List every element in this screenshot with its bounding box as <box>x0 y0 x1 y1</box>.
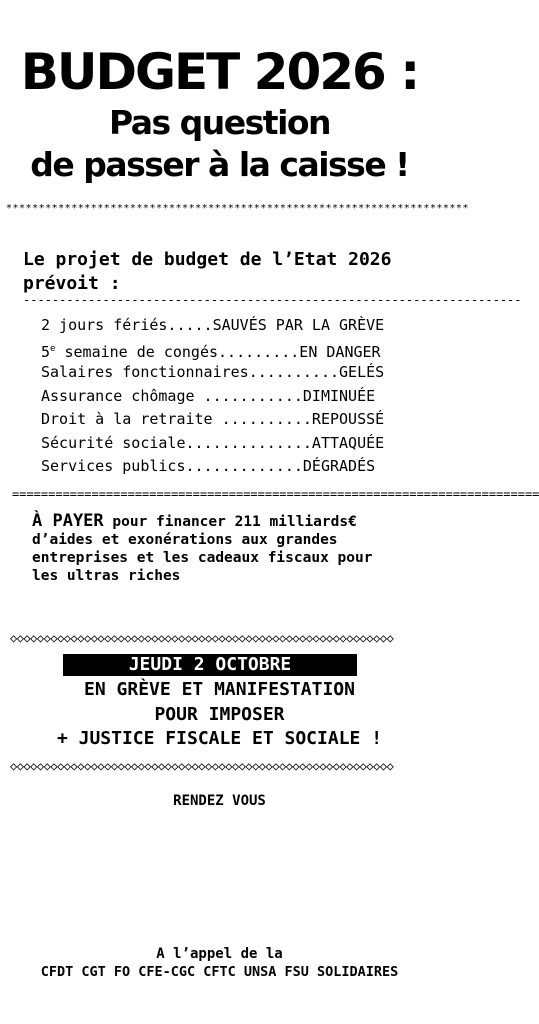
measures-list <box>41 314 384 479</box>
date-banner: JEUDI 2 OCTOBRE <box>63 654 357 676</box>
appeal-line1: A l’appel de la <box>156 946 283 962</box>
dash-divider: --------------------------------------------------------------------- <box>23 293 522 307</box>
call-line1: EN GRÈVE ET MANIFESTATION <box>84 679 355 700</box>
diamond-divider-top: ◇◇◇◇◇◇◇◇◇◇◇◇◇◇◇◇◇◇◇◇◇◇◇◇◇◇◇◇◇◇◇◇◇◇◇◇◇◇◇◇◇◇◇◇◇◇◇◇◇◇◇◇◇◇◇◇◇ <box>10 631 394 645</box>
list-item: 2 jours fériés.....SAUVÉS PAR LA GRÈVE <box>41 316 385 334</box>
headline-title: BUDGET 2026 : <box>20 43 419 101</box>
list-item: Droit à la retraite ..........REPOUSSÉ <box>41 410 385 428</box>
pay-paragraph: À PAYER pour financer 211 milliards€ d’aides et exonérations aux grandes entreprises et les cadeaux fiscaux pour les ultras riches <box>32 511 373 584</box>
list-item: Salaires fonctionnaires..........GELÉS <box>41 363 385 381</box>
headline-subtitle-line1: Pas question <box>108 103 331 142</box>
unions-list: CFDT CGT FO CFE-CGC CFTC UNSA FSU SOLIDAIRES <box>40 964 399 980</box>
intro-text <box>23 248 433 296</box>
rendez-vous-label: RENDEZ VOUS <box>173 793 266 809</box>
call-line2: POUR IMPOSER <box>154 703 285 725</box>
list-item: Assurance chômage ...........DIMINUÉE <box>41 386 376 405</box>
equals-divider: ========================================================================= <box>12 487 539 501</box>
intro-line1: Le projet de budget de l’Etat 2026 <box>23 249 392 270</box>
call-to-action <box>0 678 439 752</box>
intro-line2: prévoit : <box>23 273 121 294</box>
call-line3: + JUSTICE FISCALE ET SOCIALE ! <box>56 728 383 749</box>
pay-label: À PAYER <box>32 511 104 531</box>
diamond-divider-bottom: ◇◇◇◇◇◇◇◇◇◇◇◇◇◇◇◇◇◇◇◇◇◇◇◇◇◇◇◇◇◇◇◇◇◇◇◇◇◇◇◇◇◇◇◇◇◇◇◇◇◇◇◇◇◇◇◇◇ <box>10 759 394 773</box>
list-item: Services publics.............DÉGRADÉS <box>41 457 376 475</box>
list-item: 5e semaine de congés.........EN DANGER <box>41 342 381 361</box>
headline-subtitle-line2: de passer à la caisse ! <box>30 145 409 184</box>
star-divider: *********************************************************************** <box>6 203 469 214</box>
list-item: Sécurité sociale..............ATTAQUÉE <box>41 433 385 452</box>
